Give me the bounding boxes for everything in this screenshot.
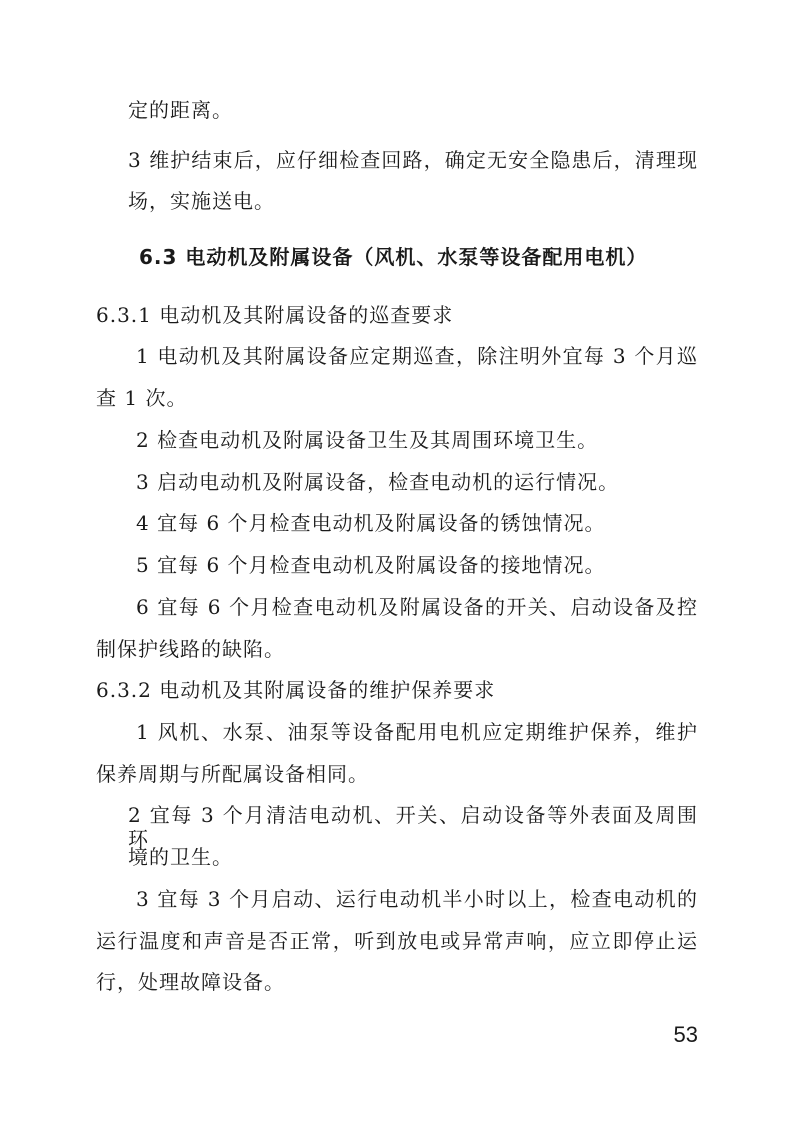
subsection-heading-6-3-1: 6.3.1 电动机及其附属设备的巡查要求 (96, 303, 454, 327)
section-heading: 6.3 电动机及附属设备（风机、水泵等设备配用电机） (139, 245, 648, 269)
text-line-3: 场，实施送电。 (128, 189, 275, 213)
page-number: 53 (673, 1022, 698, 1047)
subsection-heading-6-3-2: 6.3.2 电动机及其附属设备的维护保养要求 (96, 678, 496, 702)
text-line-15: 保养周期与所配属设备相同。 (96, 762, 369, 786)
text-line-2: 3 维护结束后，应仔细检查回路，确定无安全隐患后，清理现 (128, 148, 698, 172)
text-line-19: 运行温度和声音是否正常，听到放电或异常声响，应立即停止运 (96, 929, 698, 953)
text-line-12: 制保护线路的缺陷。 (96, 637, 285, 661)
text-line-7: 2 检查电动机及附属设备卫生及其周围环境卫生。 (136, 428, 599, 452)
text-line-6: 查 1 次。 (96, 386, 188, 410)
text-line-16: 2 宜每 3 个月清洁电动机、开关、启动设备等外表面及周围环 (128, 803, 698, 851)
text-line-20: 行，处理故障设备。 (96, 970, 285, 994)
text-line-8: 3 启动电动机及附属设备，检查电动机的运行情况。 (136, 470, 620, 494)
text-line-18: 3 宜每 3 个月启动、运行电动机半小时以上，检查电动机的 (136, 887, 698, 911)
text-line-17: 境的卫生。 (128, 845, 233, 869)
text-line-10: 5 宜每 6 个月检查电动机及附属设备的接地情况。 (136, 553, 606, 577)
text-line-1: 定的距离。 (128, 98, 233, 122)
text-line-14: 1 风机、水泵、油泵等设备配用电机应定期维护保养，维护 (136, 720, 698, 744)
text-line-5: 1 电动机及其附属设备应定期巡查，除注明外宜每 3 个月巡 (136, 344, 698, 368)
text-line-11: 6 宜每 6 个月检查电动机及附属设备的开关、启动设备及控 (136, 595, 698, 619)
text-line-9: 4 宜每 6 个月检查电动机及附属设备的锈蚀情况。 (136, 511, 606, 535)
